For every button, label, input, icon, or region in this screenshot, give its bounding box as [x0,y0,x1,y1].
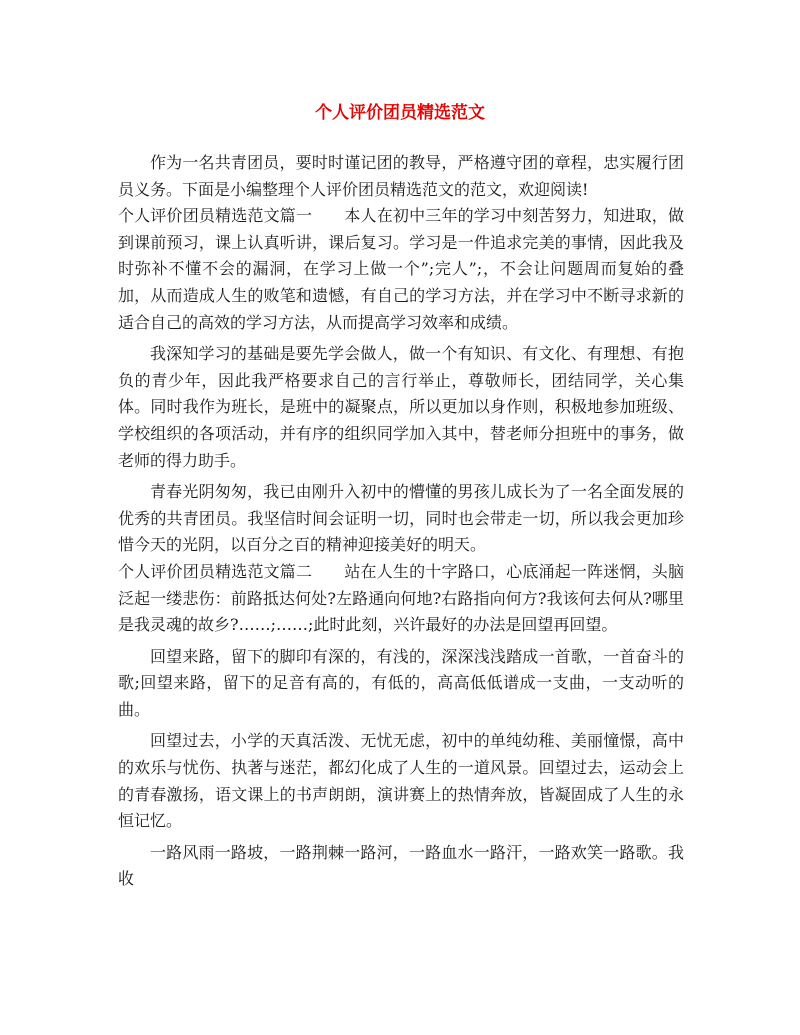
paragraph-text: 我深知学习的基础是要先学会做人，做一个有知识、有文化、有理想、有抱负的青少年，因此我严格要求自己的言行举止，尊敬师长，团结同学，关心集体。同时我作为班长，是班中的凝聚点，所以更加以身作则，积极地参加班级、学校组织的各项活动，并有序的组织同学加入其中，替老师分担班中的事务，做老师的得力助手。 [118,344,684,470]
paragraph-text: 回望过去，小学的天真活泼、无忧无虑，初中的单纯幼稚、美丽憧憬，高中的欢乐与忧伤、执著与迷茫，都幻化成了人生的一道风景。回望过去，运动会上的青春激扬，语文课上的书声朗朗，演讲赛上的热情奔放，皆凝固成了人生的永恒记忆。 [118,731,684,831]
paragraph [118,840,684,893]
paragraph-text: 青春光阴匆匆，我已由刚升入初中的懵懂的男孩儿成长为了一名全面发展的优秀的共青团员。我坚信时间会证明一切，同时也会带走一切，所以我会更加珍惜今天的光阴，以百分之百的精神迎接美好的明天。 [118,482,684,555]
paragraph-text: 站在人生的十字路口，心底涌起一阵迷惘，头脑泛起一缕悲伤：前路抵达何处?左路通向何地?右路指向何方?我该何去何从?哪里是我灵魂的故乡?……;……;此时此刻，兴许最好的办法是回望再回望。 [118,561,684,635]
paragraph [118,479,684,559]
section-heading: 个人评价团员精选范文篇二 [118,561,313,581]
paragraph-intro [118,150,684,203]
paragraph [118,728,684,834]
paragraph-text: 本人在初中三年的学习中刻苦努力，知进取，做到课前预习，课上认真听讲，课后复习。学习是一件追求完美的事情，因此我及时弥补不懂不会的漏洞，在学习上做一个”;完人”;，不会让问题周而复始的叠加，从而造成人生的败笔和遗憾，有自己的学习方法，并在学习中不断寻求新的适合自己的高效的学习方法，从而提高学习效率和成绩。 [118,206,684,332]
paragraph-section-one [118,203,684,336]
document-body [118,150,684,893]
paragraph-text: 回望来路，留下的脚印有深的，有浅的，深深浅浅踏成一首歌，一首奋斗的歌;回望来路，留下的足音有高的，有低的，高高低低谱成一支曲，一支动听的曲。 [118,646,684,719]
paragraph-section-two [118,559,684,639]
paragraph [118,341,684,474]
paragraph-text: 作为一名共青团员，要时时谨记团的教导，严格遵守团的章程，忠实履行团员义务。下面是小编整理个人评价团员精选范文的范文，欢迎阅读! [118,153,684,199]
paragraph-text: 一路风雨一路坡，一路荆棘一路河，一路血水一路汗，一路欢笑一路歌。我收 [118,842,684,889]
paragraph [118,644,684,724]
section-heading: 个人评价团员精选范文篇一 [118,206,313,226]
document-title: 个人评价团员精选范文 [315,103,485,123]
